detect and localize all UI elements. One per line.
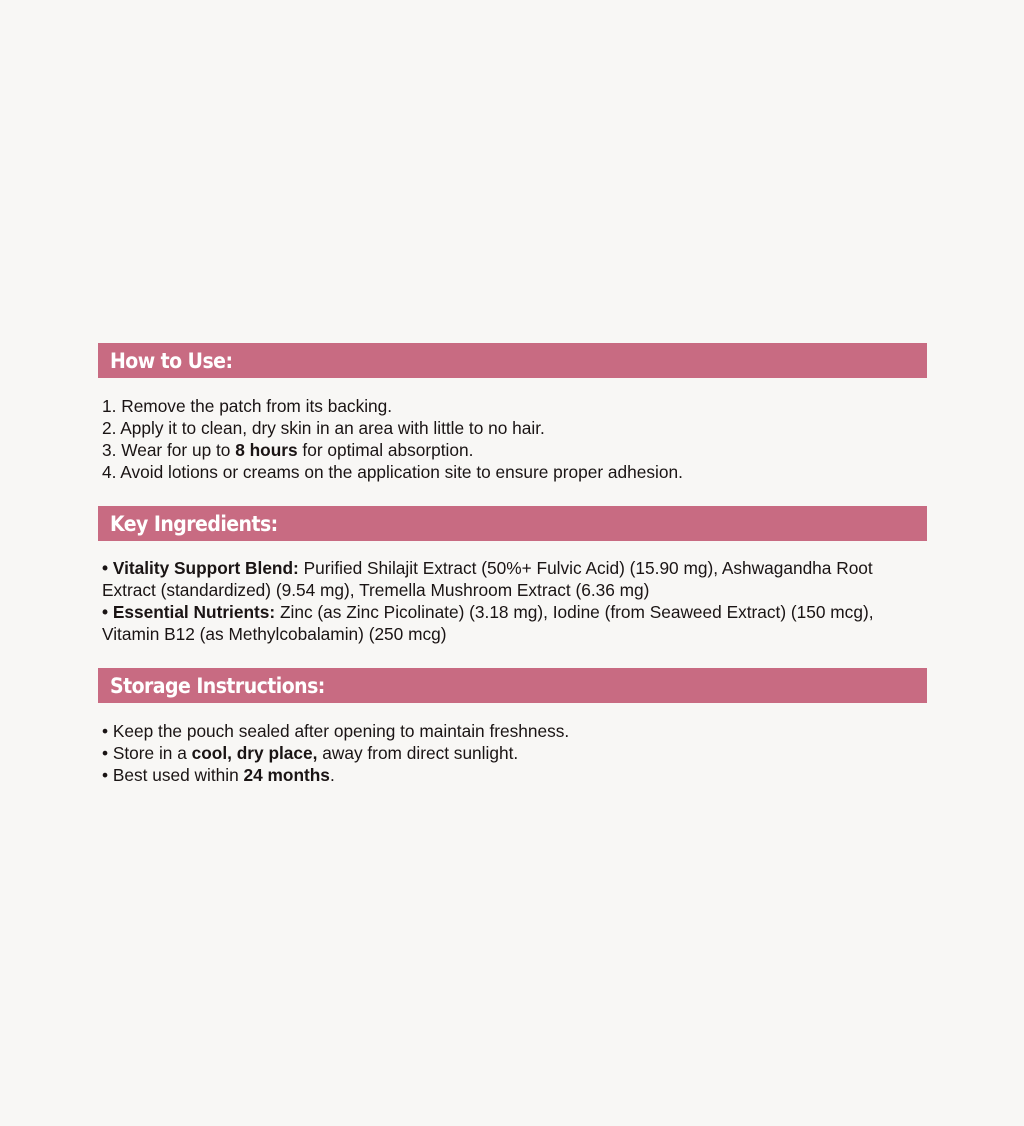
ingredient-text: Zinc (as Zinc Picolinate) (3.18 mg), Iodine (from Seaweed Extract) (150 mcg), Vitamin B12 (as Methylcobalamin) (250 mcg) [102, 602, 874, 644]
ingredient-vitality-blend [102, 557, 902, 601]
ingredient-essential-nutrients [102, 601, 902, 645]
step-2: 2. Apply it to clean, dry skin in an area with little to no hair. [102, 418, 545, 438]
ingredient-label: • Vitality Support Blend: [102, 558, 299, 578]
how-to-use-header [98, 343, 927, 378]
key-ingredients-list [102, 557, 902, 645]
step-3: 3. Wear for up to 8 hours for optimal absorption. [102, 440, 474, 460]
storage-title: Storage Instructions: [110, 673, 325, 698]
storage-header [98, 668, 927, 703]
storage-item-sealed: • Keep the pouch sealed after opening to maintain freshness. [102, 721, 570, 741]
ingredient-label: • Essential Nutrients: [102, 602, 276, 622]
storage-item-place: • Store in a cool, dry place, away from direct sunlight. [102, 743, 519, 763]
how-to-use-steps [102, 395, 902, 483]
key-ingredients-title: Key Ingredients: [110, 511, 278, 536]
key-ingredients-header [98, 506, 927, 541]
step-4: 4. Avoid lotions or creams on the application site to ensure proper adhesion. [102, 462, 683, 482]
how-to-use-title: How to Use: [110, 348, 233, 373]
step-1: 1. Remove the patch from its backing. [102, 396, 393, 416]
step-3-duration: 8 hours [235, 440, 298, 460]
ingredient-text: Purified Shilajit Extract (50%+ Fulvic Acid) (15.90 mg), Ashwagandha Root Extract (standardized) (9.54 mg), Tremella Mushroom Extract (6.36 mg) [102, 558, 873, 600]
storage-item-shelf-life: • Best used within 24 months. [102, 765, 335, 785]
storage-list [102, 720, 902, 786]
